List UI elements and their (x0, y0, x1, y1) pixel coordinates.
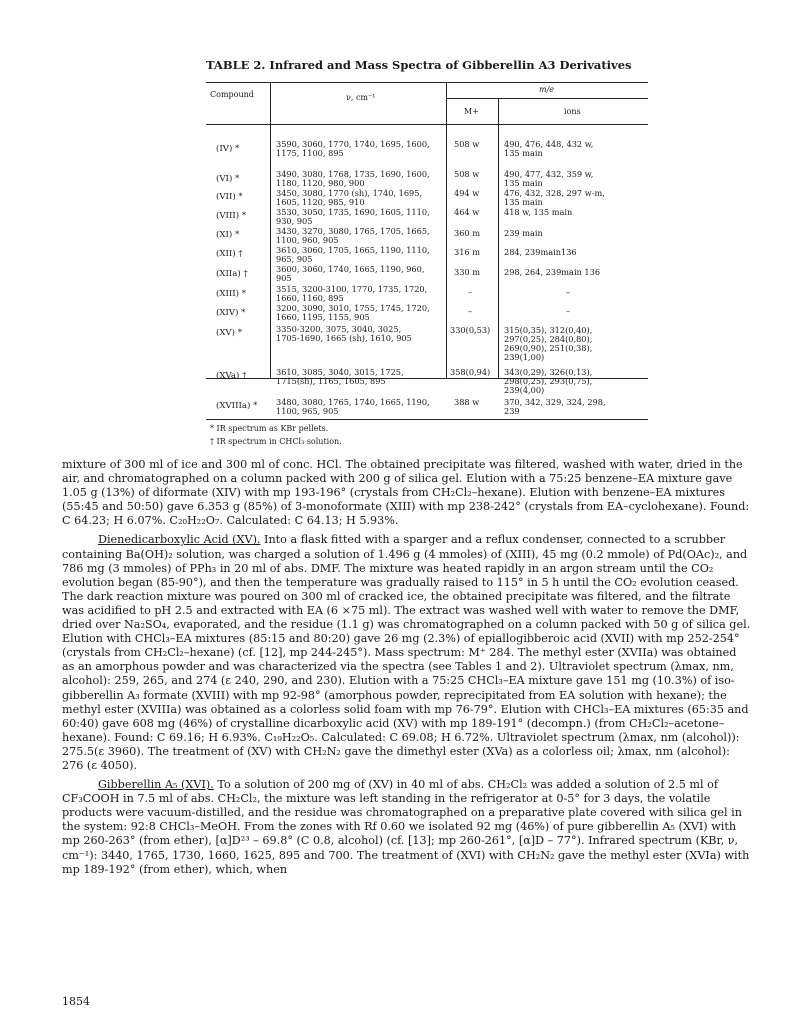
table-row-ions: 284, 239main136 (504, 247, 577, 257)
table-row-compound: (XV) * (216, 328, 243, 338)
table-row-mplus: 388 w (454, 397, 480, 407)
table-row-compound: (XIII) * (216, 289, 247, 299)
table-row-mplus: 330(0,53) (450, 325, 491, 335)
table-row-ions: – (566, 287, 571, 297)
table-row-mplus: 508 w (454, 139, 480, 149)
paragraph-text: To a solution of 200 mg of (XV) in 40 ml of abs. CH₂Cl₂ was added a solution of 2.5 ml of CF₃COOH in 7.5 ml of abs. CH₂Cl₂, the mixture was left standing in the refrigerator at 0-5° for 3 days, the volatile products were vacuum-distilled, and the residue was chromatographed on a preparative plate covered with silica gel in the system: 92:8 CHCl₃–MeOH. From the zones with Rf 0.60 we isolated 92 mg (46%) of pure gibberellin A₅ (XVI) with mp 260-263° (from ether), [α]D²³ – 69.8° (C 0.8, alcohol) (cf. [13]; mp 260-261°, [α]D – 77°). Infrared spectrum (KBr, ν, cm⁻¹): 3440, 1765, 1730, 1660, 1625, 895 and 700. The treatment of (XVI) with CH₂N₂ gave the methyl ester (XVIa) with mp 189-192° (from ether), which, when (62, 778, 750, 876)
table-row-compound: (XI) * (216, 230, 240, 240)
section-heading: Dienedicarboxylic Acid (XV). (98, 533, 261, 547)
table-row-mplus: 464 w (454, 207, 480, 217)
table-row-ions: 490, 476, 448, 432 w, 135 main (504, 139, 594, 158)
table-row-compound: (VI) * (216, 174, 240, 184)
header-ions: ions (564, 107, 581, 116)
paragraph-text: Into a flask fitted with a sparger and a reflux condenser, connected to a scrubber containing Ba(OH)₂ solution, was charged a solution of 1.496 g (4 mmoles) of (XIII), 45 mg (0.2 mmole) of Pd(OAc)₂, and 786 mg (3 mmoles) of PPh₃ in 20 ml of abs. DMF. The mixture was heated rapidly in an argon stream until the CO₂ evolution began (85-90°), and then the temperature was gradually raised to 115° in 5 h until the CO₂ evolution ceased. The dark reaction mixture was poured on 300 ml of cracked ice, the obtained precipitate was filtered, and the filtrate was acidified to pH 2.5 and extracted with EA (6 ×75 ml). The extract was washed well with water to remove the DMF, dried over Na₂SO₄, evaporated, and the residue (1.1 g) was chromatographed on a column packed with 50 g of silica gel. Elution with CHCl₃–EA mixtures (85:15 and 80:20) gave 26 mg (2.3%) of epiallogibberoic acid (XVII) with mp 252-254° (crystals from CH₂Cl₂–hexane) (cf. [12], mp 244-245°). Mass spectrum: M⁺ 284. The methyl ester (XVIIa) was obtained as an amorphous powder and was characterized via the spectra (see Tables 1 and 2). Ultraviolet spectrum (λmax, nm, alcohol): 259, 265, and 274 (ε 240, 290, and 230). Elution with a 75:25 CHCl₃–EA mixture gave 151 mg (10.3%) of iso-gibberellin A₃ formate (XVIII) with mp 92-98° (amorphous powder, reprecipitated from EA solution with hexane); the methyl ester (XVIIIa) was obtained as a colorless solid foam with mp 76-79°. Elution with CHCl₃–EA mixtures (65:35 and 60:40) gave 608 mg (46%) of crystalline dicarboxylic acid (XV) with mp 189-191° (decompn.) (from CH₂Cl₂–acetone–hexane). Found: C 69.16; H 6.93%. C₁₉H₂₂O₅. Calculated: C 69.08; H 6.72%. Ultraviolet spectrum (λmax, nm (alcohol)): 275.5(ε 3960). The treatment of (XV) with CH₂N₂ gave the dimethyl ester (XVa) as a colorless oil; λmax, nm (alcohol): 276 (ε 4050). (62, 533, 751, 772)
section-heading: Gibberellin A₅ (XVI). (98, 778, 214, 792)
header-me: m/e (539, 85, 555, 94)
table-title: TABLE 2. Infrared and Mass Spectra of Gibberellin A3 Derivatives (206, 58, 632, 72)
header-compound: Compound (210, 90, 254, 99)
table-row-ir: 3450, 3080, 1770 (sh), 1740, 1695, 1605, 1120, 985, 910 (276, 188, 423, 207)
table-row-compound: (XIIa) † (216, 269, 248, 279)
table-row-compound: (VII) * (216, 192, 243, 202)
table-row-mplus: – (468, 287, 473, 297)
table-row-ions: 239 main (504, 228, 543, 238)
header-nu: ν, cm⁻¹ (346, 93, 376, 102)
table-row-ir: 3200, 3090, 3010, 1755, 1745, 1720, 1660, 1195, 1155, 905 (276, 303, 430, 322)
table-row-ions: 298, 264, 239main 136 (504, 267, 601, 277)
table-row-mplus: 358(0,94) (450, 367, 491, 377)
table-row-ir: 3610, 3060, 1705, 1665, 1190, 1110, 965, 905 (276, 245, 430, 264)
paragraph: mixture of 300 ml of ice and 300 ml of conc. HCl. The obtained precipitate was filtered, washed with water, dried in the air, and chromatographed on a column packed with 200 g of silica gel. Elution with a 75:25 benzene–EA mixture gave 1.05 g (13%) of diformate (XIV) with mp 193-196° (crystals from CH₂Cl₂–hexane). Elution with benzene–EA mixtures (55:45 and 50:50) gave 6.353 g (85%) of 3-monoformate (XIII) with mp 238-242° (crystals from EA–cyclohexane). Found: C 64.23; H 6.07%. C₂₀H₂₂O₇. Calculated: C 64.13; H 5.93%. (62, 458, 750, 528)
paragraph (62, 778, 752, 877)
table-row-compound: (XVa) † (216, 371, 247, 381)
table-row-mplus: 494 w (454, 188, 480, 198)
table-row-ir: 3430, 3270, 3080, 1765, 1705, 1665, 1100, 960, 905 (276, 226, 430, 245)
table-row-ir: 3610, 3085, 3040, 3015, 1725, 1715(sh), 1165, 1605, 895 (276, 367, 404, 386)
me-rule (446, 98, 648, 99)
table-row-ir: 3590, 3060, 1770, 1740, 1695, 1600, 1175, 1100, 895 (276, 139, 430, 158)
col-divider-2 (446, 82, 447, 378)
table-final-rule (206, 419, 648, 420)
col-divider-1 (270, 82, 271, 378)
table-row-ions: – (566, 306, 571, 316)
table-row-ions: 315(0,35), 312(0,40), 297(0,25), 284(0,80), 269(0,90), 251(0,38), 239(1,00) (504, 325, 593, 362)
body-text (62, 458, 752, 882)
paragraph (62, 533, 752, 773)
table-row-compound: (IV) * (216, 144, 240, 154)
col-divider-3 (498, 98, 499, 378)
table-row-ir: 3490, 3080, 1768, 1735, 1690, 1600, 1180, 1120, 980, 900 (276, 169, 430, 188)
table-row-ir: 3600, 3060, 1740, 1665, 1190, 960, 905 (276, 264, 425, 283)
table-row-ir: 3350-3200, 3075, 3040, 3025, 1705-1690, 1665 (sh), 1610, 905 (276, 324, 412, 343)
table-row-compound: (XII) † (216, 249, 243, 259)
table-row-ions: 343(0,29), 326(0,13), 298(0,25), 293(0,75), 239(4,00) (504, 367, 593, 395)
table-row-ions: 490, 477, 432, 359 w, 135 main (504, 169, 594, 188)
table-row-compound: (XIV) * (216, 308, 246, 318)
table-footnote: * IR spectrum as KBr pellets. (210, 424, 329, 433)
table-row-compound: (VIII) * (216, 211, 247, 221)
spectra-table (206, 82, 648, 414)
table-row-mplus: – (468, 306, 473, 316)
table-row-ions: 370, 342, 329, 324, 298, 239 (504, 397, 606, 416)
header-mplus: M+ (464, 107, 479, 116)
table-row-mplus: 330 m (454, 267, 480, 277)
table-row-mplus: 316 m (454, 247, 480, 257)
table-row-mplus: 360 m (454, 228, 480, 238)
table-row-ions: 418 w, 135 main (504, 207, 573, 217)
table-row-ir: 3480, 3080, 1765, 1740, 1665, 1190, 1100, 965, 905 (276, 397, 430, 416)
table-row-mplus: 508 w (454, 169, 480, 179)
table-top-rule (206, 82, 648, 83)
table-footnote: † IR spectrum in CHCl₃ solution. (210, 437, 342, 446)
table-row-ions: 476, 432, 328, 297 w-m, 135 main (504, 188, 605, 207)
table-row-ir: 3530, 3050, 1735, 1690, 1605, 1110, 930, 905 (276, 207, 430, 226)
header-bottom-rule (206, 124, 648, 125)
table-row-ir: 3515, 3200-3100, 1770, 1735, 1720, 1660, 1160, 895 (276, 284, 428, 303)
page-number: 1854 (62, 995, 90, 1008)
table-row-compound: (XVIIIa) * (216, 401, 258, 411)
